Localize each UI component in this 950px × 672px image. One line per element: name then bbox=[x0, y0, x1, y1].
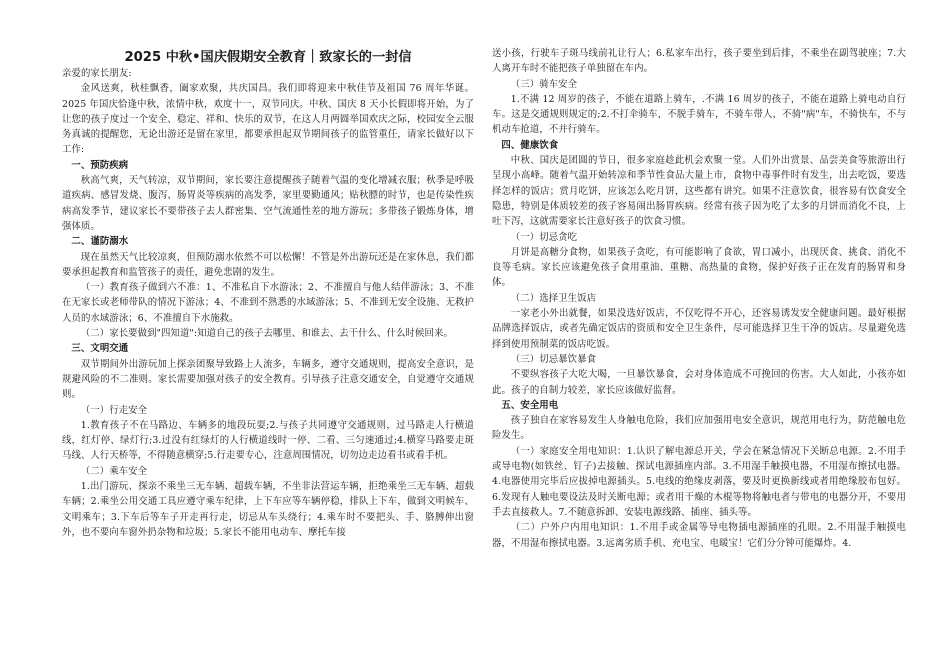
paragraph: （二）家长要做到"四知道":知道自己的孩子去哪里、和谁去、去干什么、什么时候回来。 bbox=[80, 328, 453, 340]
paragraph: （二）户外户内用电知识：1.不用手或金属等导电物插电源插座的孔眼。2.不用湿手触摸电器，不用湿布擦拭电器。3.远离劣质手机、充电宝、电暖宝！它们分分钟可能爆炸。4. bbox=[492, 522, 906, 549]
paragraph: （三）骑车安全 bbox=[510, 78, 578, 90]
paragraph: 秋高气爽，天气转凉，双节期间，家长要注意提醒孩子随着气温的变化增减衣服；秋季是呼吸道疾病、感冒发烧、腹泻、肠胃炎等疾病的高发季，家里要勤通风；贴秋膘的时节，也是传染性疾病高发季节，建议家长不要带孩子去人群密集、空气流通性差的地方游玩；多带孩子锻炼身体，增强体质。 bbox=[62, 175, 474, 232]
paragraph: （一）行走安全 bbox=[80, 404, 148, 416]
paragraph: 一家老小外出就餐，如果没选好饭店，不仅吃得不开心，还容易诱发安全健康问题。最好根据品牌选择饭店，或者先确定饭店的资质和安全卫生条件，尽可能选择卫生干净的饭店。尽量避免选择到使用预制菜的饭店吃饭。 bbox=[492, 308, 906, 350]
paragraph: 孩子独自在家容易发生人身触电危险，我们应加强用电安全意识，规范用电行为，防范触电危险发生。 bbox=[492, 415, 906, 442]
paragraph: 双节期间外出游玩加上探亲团聚导致路上人流多，车辆多，遵守交通规则，提高安全意识，是规避风险的不二准则。家长需要加强对孩子的安全教育。引导孩子注意交通安全，自觉遵守交通规则。 bbox=[62, 358, 474, 401]
paragraph: 金风送爽，秋桂飘香，阖家欢聚，共庆国昌。我们即将迎来中秋佳节及祖国 76 周年华诞。2025 年国庆恰逢中秋，浓情中秋，欢度十一，双节同庆。中秋、国庆 8 天小长假即将开始，为了让您的孩子度过一个安全、稳定、祥和、快乐的双节，在这人月两圆举国欢庆之际，校园安全云服务真诚的提醒您，无论出游还是留在家里，都要承担起双节期间孩子的监管重任，请家长做好以下工作: bbox=[62, 83, 474, 156]
section-heading: 五、安全用电 bbox=[501, 399, 559, 411]
paragraph: 月饼是高糖分食物，如果孩子贪吃，有可能影响了食欲，胃口减小，出现厌食、挑食、消化不良等毛病。家长应该避免孩子食用重油、重糖、高热量的食物，保护好孩子正在发育的肠胃和身体。 bbox=[492, 246, 906, 289]
paragraph: 送小孩，行驶车子斑马线前礼让行人；6.私家车出行，孩子要坐到后排，不乘坐在副驾驶座；7.大人离开车时不能把孩子单独留在车内。 bbox=[492, 48, 906, 75]
section-heading: 二、谨防溺水 bbox=[71, 236, 129, 248]
paragraph: （二）选择卫生饭店 bbox=[510, 292, 597, 304]
letter-title: 2025 中秋•国庆假期安全教育｜致家长的一封信 bbox=[124, 50, 412, 65]
paragraph: 亲爱的家长朋友: bbox=[62, 68, 132, 79]
paragraph: 1.教育孩子不在马路边、车辆多的地段玩耍;2.与孩子共同遵守交通规则，过马路走人行横道线，红灯停、绿灯行;3.过没有红绿灯的人行横道线时一停、二看、三匀速通过;4.横穿马路要走斑马线、人行天桥等，不得随意横穿;5.行走要专心，注意周围情况，切勿边走边看书或看手机。 bbox=[62, 419, 474, 462]
paragraph: 中秋、国庆是团圆的节日，很多家庭趁此机会欢聚一堂。人们外出赏景、品尝美食等旅游出行呈现小高峰。随着气温开始转凉和季节性食品大量上市，食物中毒事件时有发生，出去吃饭，要选择怎样的饭店；赏月吃饼，应该怎么吃月饼，这些都有讲究。如果不注意饮食，很容易有饮食安全隐患，特别是体质较差的孩子容易闹出肠胃疾病。经常有孩子因为吃了太多的月饼而消化不良，上吐下泻，这就需要家长注意好孩子的饮食习惯。 bbox=[492, 155, 906, 228]
section-heading: 三、文明交通 bbox=[71, 343, 129, 355]
right-column bbox=[492, 46, 906, 551]
paragraph: （二）乘车安全 bbox=[80, 465, 148, 477]
left-column bbox=[62, 66, 474, 540]
section-heading: 四、健康饮食 bbox=[501, 139, 559, 151]
paragraph: （三）切忌暴饮暴食 bbox=[510, 353, 597, 365]
paragraph: （一）切忌贪吃 bbox=[510, 231, 578, 243]
paragraph: 1.出门游玩、探亲不乘坐三无车辆、超载车辆，不坐非法营运车辆，拒绝乘坐三无车辆、超载车辆；2.乘坐公用交通工具应遵守乘车纪律，上下车应等车辆停稳，排队上下车，做到文明候车、文明乘车；3.下车后等车子开走再行走，切忌从车头绕行；4.乘车时不要把头、手、胳膊伸出窗外，也不要向车窗外扔杂物和垃圾；5.家长不能用电动车、摩托车接 bbox=[62, 481, 474, 538]
paragraph: 不要纵容孩子大吃大喝，一旦暴饮暴食，会对身体造成不可挽回的伤害。大人如此，小孩亦如此。孩子的自制力较差，家长应该做好监督。 bbox=[492, 369, 906, 396]
paragraph: （一）教育孩子做到六不准：1、不准私自下水游泳；2、不准擅自与他人结伴游泳；3、不准在无家长或老师带队的情况下游泳；4、不准到不熟悉的水域游泳；5、不准到无安全设施、无救护人员的水域游泳；6、不准擅自下水施救。 bbox=[62, 282, 474, 324]
paragraph: 1.不满 12 周岁的孩子，不能在道路上骑车，.不满 16 周岁的孩子，不能在道路上骑电动自行车。这是交通规则规定的;2.不打伞骑车，不脱手骑车，不骑车带人，不骑"病"车，不骑快车，不与机动车抢道，不并行骑车。 bbox=[492, 93, 906, 136]
paragraph: （一）家庭安全用电知识：1.认识了解电源总开关，学会在紧急情况下关断总电源。2.不用手或导电物(如铁丝、钉子)去接触、探试电源插座内部。3.不用湿手触摸电器，不用湿布擦拭电器。4.电器使用完毕后应拔掉电源插头。5.电线的绝缘皮剥落，要及时更换新线或者用绝缘胶布包好。6.发现有人触电要设法及时关断电源；或者用干燥的木棍等物将触电者与带电的电器分开，不要用手去直接救人。7.不随意拆卸、安装电源线路、插座、插头等。 bbox=[492, 445, 906, 518]
section-heading: 一、预防疾病 bbox=[71, 159, 129, 171]
paragraph: 现在虽然天气比较凉爽，但预防溺水依然不可以松懈！不管是外出游玩还是在家休息，我们都要承担起教育和监管孩子的责任，避免悲剧的发生。 bbox=[62, 251, 474, 278]
